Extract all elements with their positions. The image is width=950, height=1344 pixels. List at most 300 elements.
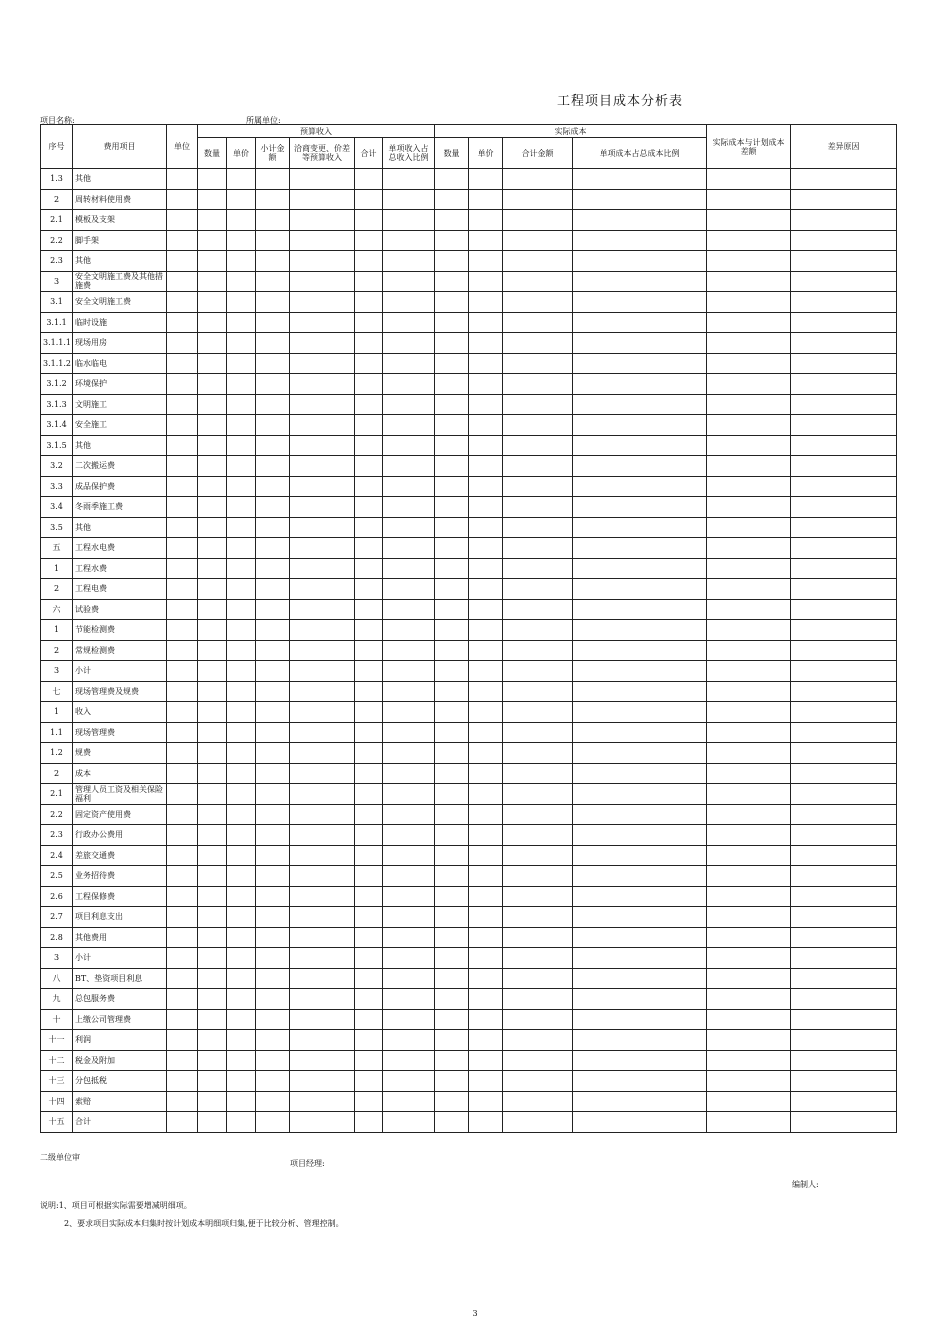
empty-cell[interactable] [290,476,355,497]
empty-cell[interactable] [355,1009,383,1030]
empty-cell[interactable] [198,743,227,764]
empty-cell[interactable] [256,640,290,661]
empty-cell[interactable] [707,1112,791,1133]
empty-cell[interactable] [167,579,198,600]
empty-cell[interactable] [198,271,227,292]
empty-cell[interactable] [383,763,435,784]
empty-cell[interactable] [256,538,290,559]
empty-cell[interactable] [167,722,198,743]
empty-cell[interactable] [256,599,290,620]
empty-cell[interactable] [227,1030,256,1051]
empty-cell[interactable] [503,743,573,764]
empty-cell[interactable] [503,784,573,805]
empty-cell[interactable] [227,1091,256,1112]
empty-cell[interactable] [383,661,435,682]
empty-cell[interactable] [469,394,503,415]
empty-cell[interactable] [290,292,355,313]
empty-cell[interactable] [383,374,435,395]
empty-cell[interactable] [227,886,256,907]
empty-cell[interactable] [791,271,897,292]
empty-cell[interactable] [573,538,707,559]
empty-cell[interactable] [355,312,383,333]
empty-cell[interactable] [198,763,227,784]
empty-cell[interactable] [435,763,469,784]
empty-cell[interactable] [435,374,469,395]
empty-cell[interactable] [167,210,198,231]
empty-cell[interactable] [791,189,897,210]
empty-cell[interactable] [290,968,355,989]
empty-cell[interactable] [435,517,469,538]
empty-cell[interactable] [469,558,503,579]
empty-cell[interactable] [198,620,227,641]
empty-cell[interactable] [167,784,198,805]
empty-cell[interactable] [707,702,791,723]
empty-cell[interactable] [167,681,198,702]
empty-cell[interactable] [707,1091,791,1112]
empty-cell[interactable] [167,558,198,579]
empty-cell[interactable] [355,804,383,825]
empty-cell[interactable] [573,1050,707,1071]
empty-cell[interactable] [256,927,290,948]
empty-cell[interactable] [707,599,791,620]
empty-cell[interactable] [227,210,256,231]
empty-cell[interactable] [290,681,355,702]
empty-cell[interactable] [355,456,383,477]
empty-cell[interactable] [469,1091,503,1112]
empty-cell[interactable] [503,886,573,907]
empty-cell[interactable] [503,497,573,518]
empty-cell[interactable] [503,189,573,210]
empty-cell[interactable] [383,230,435,251]
empty-cell[interactable] [227,1009,256,1030]
empty-cell[interactable] [383,558,435,579]
empty-cell[interactable] [256,661,290,682]
empty-cell[interactable] [227,394,256,415]
empty-cell[interactable] [707,661,791,682]
empty-cell[interactable] [355,210,383,231]
empty-cell[interactable] [198,989,227,1010]
empty-cell[interactable] [707,845,791,866]
empty-cell[interactable] [167,1009,198,1030]
empty-cell[interactable] [707,497,791,518]
empty-cell[interactable] [573,456,707,477]
empty-cell[interactable] [383,599,435,620]
empty-cell[interactable] [469,333,503,354]
empty-cell[interactable] [435,230,469,251]
empty-cell[interactable] [167,763,198,784]
empty-cell[interactable] [573,394,707,415]
empty-cell[interactable] [503,271,573,292]
empty-cell[interactable] [791,579,897,600]
empty-cell[interactable] [435,661,469,682]
empty-cell[interactable] [227,763,256,784]
empty-cell[interactable] [791,394,897,415]
empty-cell[interactable] [435,1091,469,1112]
empty-cell[interactable] [707,948,791,969]
empty-cell[interactable] [707,476,791,497]
empty-cell[interactable] [256,251,290,272]
empty-cell[interactable] [707,415,791,436]
empty-cell[interactable] [290,1030,355,1051]
empty-cell[interactable] [167,968,198,989]
empty-cell[interactable] [503,763,573,784]
empty-cell[interactable] [791,476,897,497]
empty-cell[interactable] [167,230,198,251]
empty-cell[interactable] [198,1030,227,1051]
empty-cell[interactable] [707,333,791,354]
empty-cell[interactable] [290,271,355,292]
empty-cell[interactable] [355,292,383,313]
empty-cell[interactable] [383,968,435,989]
empty-cell[interactable] [198,886,227,907]
empty-cell[interactable] [198,476,227,497]
empty-cell[interactable] [355,251,383,272]
empty-cell[interactable] [573,579,707,600]
empty-cell[interactable] [355,927,383,948]
empty-cell[interactable] [227,599,256,620]
empty-cell[interactable] [383,989,435,1010]
empty-cell[interactable] [469,538,503,559]
empty-cell[interactable] [355,189,383,210]
empty-cell[interactable] [198,579,227,600]
empty-cell[interactable] [707,804,791,825]
empty-cell[interactable] [435,476,469,497]
empty-cell[interactable] [791,558,897,579]
empty-cell[interactable] [198,784,227,805]
empty-cell[interactable] [355,394,383,415]
empty-cell[interactable] [469,1030,503,1051]
empty-cell[interactable] [167,1091,198,1112]
empty-cell[interactable] [503,374,573,395]
empty-cell[interactable] [469,579,503,600]
empty-cell[interactable] [707,517,791,538]
empty-cell[interactable] [256,784,290,805]
empty-cell[interactable] [503,681,573,702]
empty-cell[interactable] [503,640,573,661]
empty-cell[interactable] [383,394,435,415]
empty-cell[interactable] [383,579,435,600]
empty-cell[interactable] [469,251,503,272]
empty-cell[interactable] [355,415,383,436]
empty-cell[interactable] [469,784,503,805]
empty-cell[interactable] [791,702,897,723]
empty-cell[interactable] [167,415,198,436]
empty-cell[interactable] [503,1071,573,1092]
empty-cell[interactable] [573,292,707,313]
empty-cell[interactable] [503,804,573,825]
empty-cell[interactable] [383,681,435,702]
empty-cell[interactable] [383,435,435,456]
empty-cell[interactable] [791,415,897,436]
empty-cell[interactable] [707,1071,791,1092]
empty-cell[interactable] [791,169,897,190]
empty-cell[interactable] [355,538,383,559]
empty-cell[interactable] [198,374,227,395]
empty-cell[interactable] [383,292,435,313]
empty-cell[interactable] [355,1112,383,1133]
empty-cell[interactable] [290,825,355,846]
empty-cell[interactable] [256,1050,290,1071]
empty-cell[interactable] [256,374,290,395]
empty-cell[interactable] [469,476,503,497]
empty-cell[interactable] [383,538,435,559]
empty-cell[interactable] [227,456,256,477]
empty-cell[interactable] [503,538,573,559]
empty-cell[interactable] [573,743,707,764]
empty-cell[interactable] [503,292,573,313]
empty-cell[interactable] [435,333,469,354]
empty-cell[interactable] [791,435,897,456]
empty-cell[interactable] [573,661,707,682]
empty-cell[interactable] [791,1112,897,1133]
empty-cell[interactable] [227,825,256,846]
empty-cell[interactable] [198,599,227,620]
empty-cell[interactable] [435,435,469,456]
empty-cell[interactable] [227,497,256,518]
empty-cell[interactable] [383,620,435,641]
empty-cell[interactable] [355,435,383,456]
empty-cell[interactable] [227,435,256,456]
empty-cell[interactable] [167,271,198,292]
empty-cell[interactable] [469,1009,503,1030]
empty-cell[interactable] [573,886,707,907]
empty-cell[interactable] [290,312,355,333]
empty-cell[interactable] [290,1071,355,1092]
empty-cell[interactable] [791,353,897,374]
empty-cell[interactable] [167,517,198,538]
empty-cell[interactable] [383,312,435,333]
empty-cell[interactable] [256,333,290,354]
empty-cell[interactable] [383,169,435,190]
empty-cell[interactable] [167,169,198,190]
empty-cell[interactable] [469,497,503,518]
empty-cell[interactable] [435,1071,469,1092]
empty-cell[interactable] [290,927,355,948]
empty-cell[interactable] [198,210,227,231]
empty-cell[interactable] [573,476,707,497]
empty-cell[interactable] [227,1112,256,1133]
empty-cell[interactable] [435,456,469,477]
empty-cell[interactable] [198,640,227,661]
empty-cell[interactable] [791,1050,897,1071]
empty-cell[interactable] [435,927,469,948]
empty-cell[interactable] [707,989,791,1010]
empty-cell[interactable] [227,681,256,702]
empty-cell[interactable] [707,271,791,292]
empty-cell[interactable] [256,804,290,825]
empty-cell[interactable] [198,353,227,374]
empty-cell[interactable] [355,169,383,190]
empty-cell[interactable] [198,230,227,251]
empty-cell[interactable] [503,415,573,436]
empty-cell[interactable] [256,968,290,989]
empty-cell[interactable] [355,599,383,620]
empty-cell[interactable] [167,907,198,928]
empty-cell[interactable] [435,784,469,805]
empty-cell[interactable] [469,1112,503,1133]
empty-cell[interactable] [198,538,227,559]
empty-cell[interactable] [355,825,383,846]
empty-cell[interactable] [355,271,383,292]
empty-cell[interactable] [503,1009,573,1030]
empty-cell[interactable] [355,722,383,743]
empty-cell[interactable] [167,886,198,907]
empty-cell[interactable] [167,927,198,948]
empty-cell[interactable] [227,558,256,579]
empty-cell[interactable] [707,763,791,784]
empty-cell[interactable] [290,886,355,907]
empty-cell[interactable] [256,292,290,313]
empty-cell[interactable] [503,866,573,887]
empty-cell[interactable] [791,599,897,620]
empty-cell[interactable] [469,210,503,231]
empty-cell[interactable] [290,1112,355,1133]
empty-cell[interactable] [573,907,707,928]
empty-cell[interactable] [435,394,469,415]
empty-cell[interactable] [435,169,469,190]
empty-cell[interactable] [355,968,383,989]
empty-cell[interactable] [256,456,290,477]
empty-cell[interactable] [573,845,707,866]
empty-cell[interactable] [435,866,469,887]
empty-cell[interactable] [435,599,469,620]
empty-cell[interactable] [469,743,503,764]
empty-cell[interactable] [469,517,503,538]
empty-cell[interactable] [707,722,791,743]
empty-cell[interactable] [791,784,897,805]
empty-cell[interactable] [355,333,383,354]
empty-cell[interactable] [469,435,503,456]
empty-cell[interactable] [227,1050,256,1071]
empty-cell[interactable] [435,825,469,846]
empty-cell[interactable] [707,681,791,702]
empty-cell[interactable] [355,497,383,518]
empty-cell[interactable] [573,989,707,1010]
empty-cell[interactable] [383,456,435,477]
empty-cell[interactable] [290,333,355,354]
empty-cell[interactable] [707,394,791,415]
empty-cell[interactable] [791,333,897,354]
empty-cell[interactable] [198,907,227,928]
empty-cell[interactable] [435,1009,469,1030]
empty-cell[interactable] [469,907,503,928]
empty-cell[interactable] [256,271,290,292]
empty-cell[interactable] [290,456,355,477]
empty-cell[interactable] [435,1050,469,1071]
empty-cell[interactable] [355,620,383,641]
empty-cell[interactable] [791,1009,897,1030]
empty-cell[interactable] [355,784,383,805]
empty-cell[interactable] [791,538,897,559]
empty-cell[interactable] [383,1071,435,1092]
empty-cell[interactable] [573,210,707,231]
empty-cell[interactable] [355,517,383,538]
empty-cell[interactable] [435,251,469,272]
empty-cell[interactable] [469,415,503,436]
empty-cell[interactable] [383,415,435,436]
empty-cell[interactable] [503,476,573,497]
empty-cell[interactable] [573,435,707,456]
empty-cell[interactable] [503,312,573,333]
empty-cell[interactable] [167,640,198,661]
empty-cell[interactable] [167,353,198,374]
empty-cell[interactable] [503,456,573,477]
empty-cell[interactable] [198,927,227,948]
empty-cell[interactable] [707,558,791,579]
empty-cell[interactable] [227,989,256,1010]
empty-cell[interactable] [707,1009,791,1030]
empty-cell[interactable] [256,866,290,887]
empty-cell[interactable] [383,251,435,272]
empty-cell[interactable] [355,661,383,682]
empty-cell[interactable] [469,722,503,743]
empty-cell[interactable] [167,538,198,559]
empty-cell[interactable] [256,989,290,1010]
empty-cell[interactable] [290,640,355,661]
empty-cell[interactable] [290,907,355,928]
empty-cell[interactable] [791,230,897,251]
empty-cell[interactable] [791,640,897,661]
empty-cell[interactable] [573,640,707,661]
empty-cell[interactable] [167,825,198,846]
empty-cell[interactable] [435,886,469,907]
empty-cell[interactable] [469,599,503,620]
empty-cell[interactable] [503,353,573,374]
empty-cell[interactable] [290,230,355,251]
empty-cell[interactable] [573,620,707,641]
empty-cell[interactable] [383,517,435,538]
empty-cell[interactable] [167,251,198,272]
empty-cell[interactable] [707,169,791,190]
empty-cell[interactable] [707,353,791,374]
empty-cell[interactable] [707,743,791,764]
empty-cell[interactable] [256,722,290,743]
empty-cell[interactable] [573,189,707,210]
empty-cell[interactable] [435,579,469,600]
empty-cell[interactable] [503,907,573,928]
empty-cell[interactable] [791,886,897,907]
empty-cell[interactable] [256,825,290,846]
empty-cell[interactable] [198,1091,227,1112]
empty-cell[interactable] [227,579,256,600]
empty-cell[interactable] [227,415,256,436]
empty-cell[interactable] [469,271,503,292]
empty-cell[interactable] [503,722,573,743]
empty-cell[interactable] [227,866,256,887]
empty-cell[interactable] [503,825,573,846]
empty-cell[interactable] [707,640,791,661]
empty-cell[interactable] [469,230,503,251]
empty-cell[interactable] [227,845,256,866]
empty-cell[interactable] [256,620,290,641]
empty-cell[interactable] [503,1050,573,1071]
empty-cell[interactable] [383,640,435,661]
empty-cell[interactable] [383,784,435,805]
empty-cell[interactable] [573,825,707,846]
empty-cell[interactable] [573,251,707,272]
empty-cell[interactable] [469,989,503,1010]
empty-cell[interactable] [435,845,469,866]
empty-cell[interactable] [503,661,573,682]
empty-cell[interactable] [290,210,355,231]
empty-cell[interactable] [503,599,573,620]
empty-cell[interactable] [383,189,435,210]
empty-cell[interactable] [469,353,503,374]
empty-cell[interactable] [469,456,503,477]
empty-cell[interactable] [198,1112,227,1133]
empty-cell[interactable] [167,312,198,333]
empty-cell[interactable] [469,825,503,846]
